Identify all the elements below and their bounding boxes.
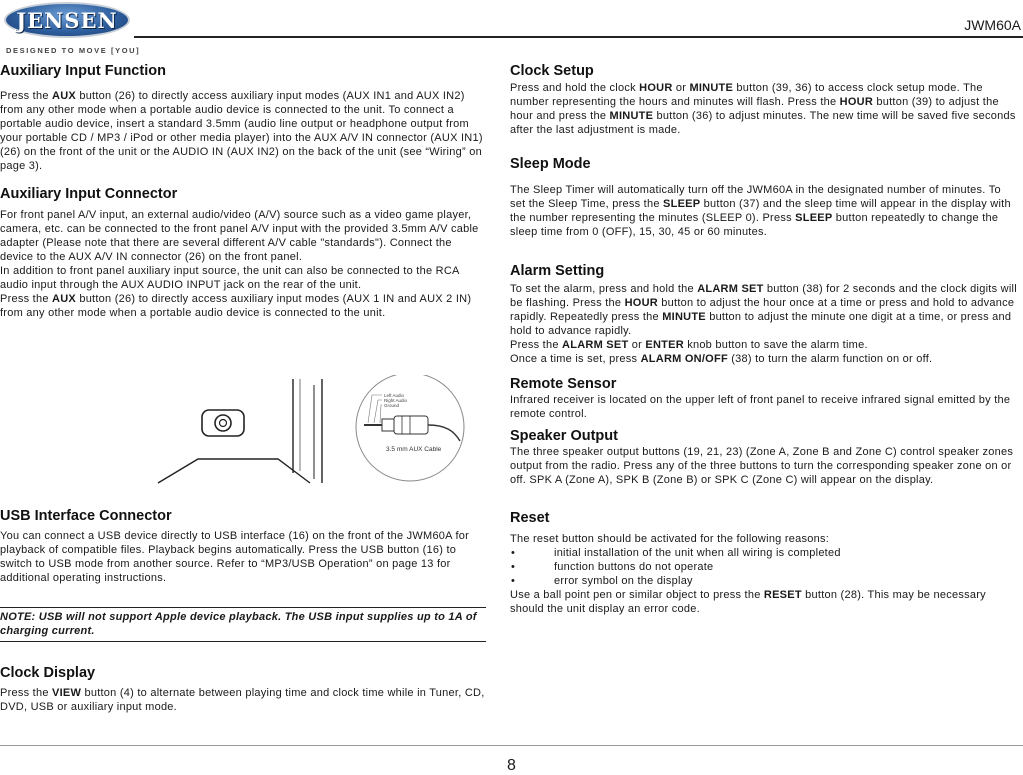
- section-body: Press and hold the clock HOUR or MINUTE button (39, 36) to access clock setup mode. The number representing the hours and minutes will flash. Press the HOUR button (39) to adjust the hour and press the MINUTE button (36) to adjust minutes. The new time will be saved five seconds after the last adjustment is made.: [510, 82, 1016, 136]
- section-title: Reset: [510, 510, 550, 526]
- section-body: The reset button should be activated for the following reasons:: [510, 533, 830, 545]
- section-body: For front panel A/V input, an external audio/video (A/V) source such as a video game player, camera, etc. can be connected to the front panel A/V input with the provided 3.5mm A/V cable adapter (Please note that there are several different A/V cable "standards"). Connect the device to the AUX A/V IN connector (26) on the front panel.: [0, 209, 479, 263]
- cable-caption: 3.5 mm AUX Cable: [386, 446, 442, 453]
- section-body: You can connect a USB device directly to USB interface (16) on the front of the JWM60A for playback of compatible files. Playback begins automatically. Press the USB button (16) to switch to USB mode from another source. Refer to “MP3/USB Operation” on page 13 for additional operating instructions.: [0, 530, 470, 584]
- aux-function-section: [0, 62, 486, 173]
- section-body: Infrared receiver is located on the upper left of front panel to receive infrared signal emitted by the remote control.: [510, 394, 1011, 420]
- remote-sensor-section: [510, 375, 1017, 421]
- section-title: Speaker Output: [510, 428, 618, 444]
- section-body: Once a time is set, press ALARM ON/OFF (38) to turn the alarm function on or off.: [510, 353, 933, 365]
- model-number: JWM60A: [964, 17, 1021, 33]
- page-number: 8: [507, 757, 516, 774]
- section-title: Remote Sensor: [510, 376, 617, 392]
- jensen-logo: [4, 2, 141, 58]
- clock-display-section: [0, 664, 486, 714]
- brand-name: JENSEN: [16, 7, 118, 33]
- list-item: • initial installation of the unit when all wiring is completed: [510, 546, 1017, 560]
- section-body: The three speaker output buttons (19, 21, 23) (Zone A, Zone B and Zone C) control speaker zones output from the radio. Press any of the three buttons to turn the corresponding speaker zone on or off. SPK A (Zone A), SPK B (Zone B) or SPK C (Zone C) will appear on the display.: [510, 446, 1014, 486]
- section-title: Clock Display: [0, 665, 96, 681]
- section-title: Auxiliary Input Connector: [0, 186, 178, 202]
- sleep-mode-section: [510, 155, 1017, 239]
- speaker-output-section: [510, 427, 1017, 487]
- label-ground: Ground: [384, 403, 400, 408]
- usb-note: [0, 607, 486, 642]
- section-body: Press the VIEW button (4) to alternate between playing time and clock time while in Tuner, CD, DVD, USB or auxiliary input mode.: [0, 687, 485, 713]
- clock-setup-section: [510, 62, 1017, 137]
- brand-tagline: DESIGNED TO MOVE [YOU]: [6, 46, 141, 55]
- header-divider: [134, 36, 1023, 38]
- section-title: Auxiliary Input Function: [0, 63, 166, 79]
- logo-badge: [4, 2, 130, 38]
- reset-section: [510, 509, 1017, 616]
- section-body: Use a ball point pen or similar object to press the RESET button (28). This may be necessary should the unit display an error code.: [510, 589, 986, 615]
- section-title: Sleep Mode: [510, 156, 591, 172]
- list-item: • function buttons do not operate: [510, 560, 1017, 574]
- section-body: The Sleep Timer will automatically turn off the JWM60A in the designated number of minutes. To set the Sleep Time, press the SLEEP button (37) and the sleep time will appear in the display with the number representing the minutes (SLEEP 0). Press SLEEP button repeatedly to change the sleep time from 0 (OFF), 15, 30, 45 or 60 minutes.: [510, 184, 1011, 238]
- section-body: Press the ALARM SET or ENTER knob button to save the alarm time.: [510, 339, 868, 351]
- section-body: Press the AUX button (26) to directly access auxiliary input modes (AUX 1 IN and AUX 2 IN) from any other mode when a portable audio device is connected to the unit.: [0, 293, 472, 319]
- alarm-section: [510, 262, 1017, 366]
- label-left-audio: Left Audio: [384, 393, 405, 398]
- reset-reasons-list: [510, 546, 1017, 588]
- section-body: To set the alarm, press and hold the ALARM SET button (38) for 2 seconds and the clock digits will be flashing. Press the HOUR button to adjust the hour once at a time or press and hold to advance rapidly. Repeatedly press the MINUTE button to adjust the minute one digit at a time, or press and hold to advance rapidly.: [510, 283, 1017, 337]
- label-right-audio: Right Audio: [384, 398, 408, 403]
- section-body: In addition to front panel auxiliary input source, the unit can also be connected to the RCA audio input through the AUX AUDIO INPUT jack on the rear of the unit.: [0, 265, 459, 291]
- panel-and-cable-drawing: [150, 375, 470, 487]
- section-body: Press the AUX button (26) to directly access auxiliary input modes (AUX IN1 and AUX IN2) from any other mode when a portable audio device is connected to the unit. To connect a portable audio device, insert a standard 3.5mm (audio line output or headphone output from your portable CD / MP3 / iPod or other media player) into the AUX A/V IN connector (AUX IN1) (26) on the front of the unit or the AUDIO IN (AUX IN2) on the back of the unit (see “Wiring” on page 3).: [0, 90, 483, 172]
- section-title: USB Interface Connector: [0, 508, 172, 524]
- note-text: NOTE: USB will not support Apple device playback. The USB input supplies up to 1A of charging current.: [0, 611, 477, 637]
- list-item: • error symbol on the display: [510, 574, 1017, 588]
- section-title: Clock Setup: [510, 63, 594, 79]
- usb-section: [0, 507, 486, 585]
- footer-divider: [0, 745, 1023, 746]
- section-title: Alarm Setting: [510, 263, 605, 279]
- aux-connector-illustration: [150, 375, 470, 487]
- aux-connector-section: [0, 185, 486, 320]
